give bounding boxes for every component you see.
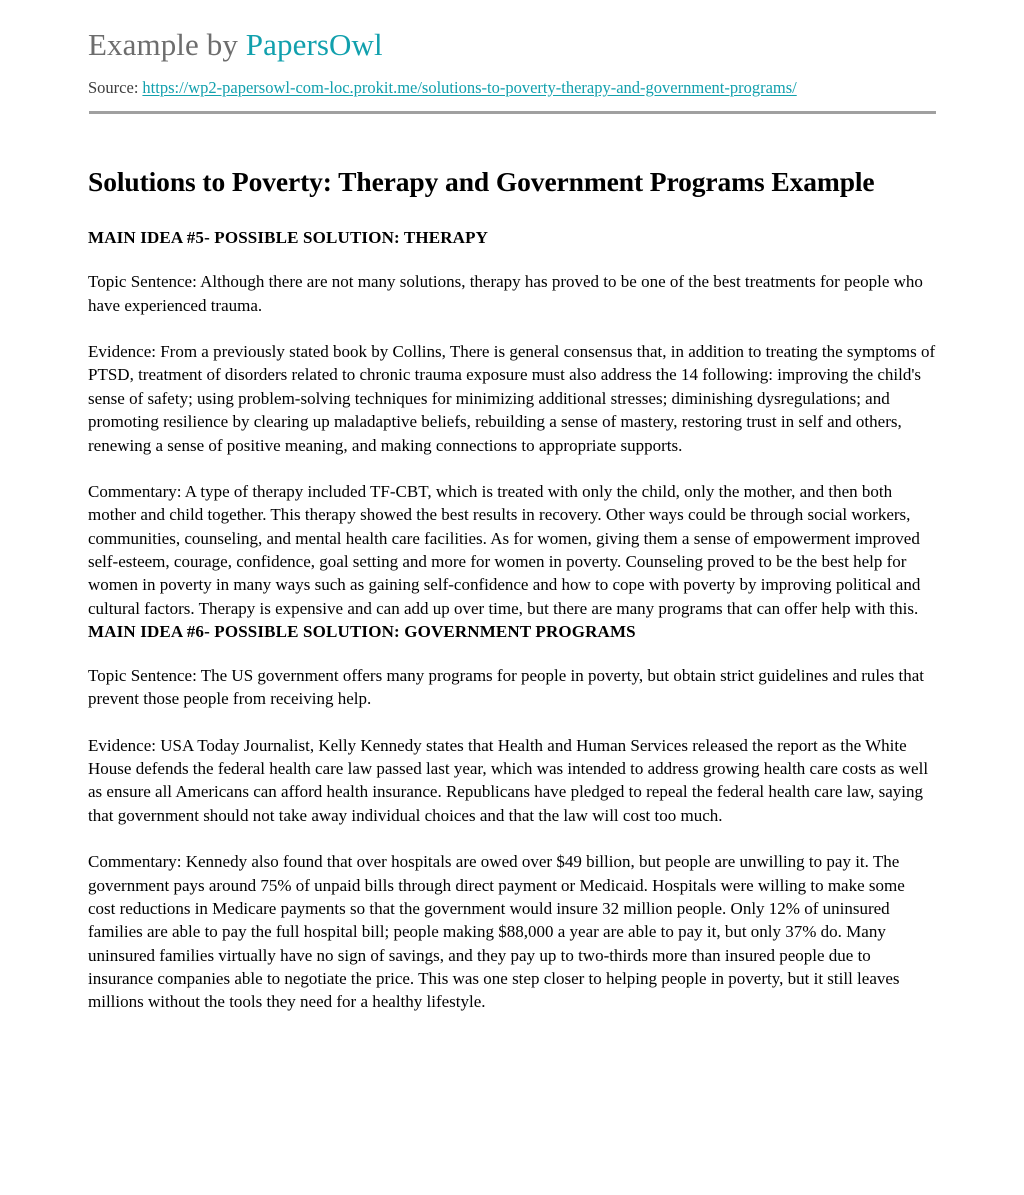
brand-prefix-text: Example by <box>88 27 246 62</box>
papersowl-brand-name: PapersOwl <box>245 27 383 62</box>
paragraph-evidence-5: Evidence: From a previously stated book by Collins, There is general consensus that, in addition to treating the symptoms of PTSD, treatment of disorders related to chronic trauma exposure must also address the 14 following: improving the child's sense of safety; using problem-solving techniques for minimizing additional stresses; diminishing dysregulations; and promoting resilience by clearing up maladaptive beliefs, rebuilding a sense of mastery, restoring trust in self and others, renewing a sense of positive meaning, and making connections to appropriate supports. <box>88 342 936 455</box>
source-label: Source: <box>88 77 139 97</box>
paragraph-topic-sentence-6: Topic Sentence: The US government offers many programs for people in poverty, but obtain strict guidelines and rules that prevent those people from receiving help. <box>88 665 925 709</box>
section-main-idea-5 <box>88 226 936 620</box>
paragraph-evidence-6: Evidence: USA Today Journalist, Kelly Kennedy states that Health and Human Services released the report as the White House defends the federal health care law passed last year, which was intended to address growing health care costs as well as ensure all Americans can afford health insurance. Republicans have pledged to repeal the federal health care law, saying that government should not take away individual choices and that the law will cost too much. <box>88 735 929 825</box>
section-heading-main-idea-6: MAIN IDEA #6- POSSIBLE SOLUTION: GOVERNMENT PROGRAMS <box>88 622 636 642</box>
source-url-link[interactable]: https://wp2-papersowl-com-loc.prokit.me/solutions-to-poverty-therapy-and-government-programs/ <box>142 77 797 97</box>
section-heading-main-idea-5: MAIN IDEA #5- POSSIBLE SOLUTION: THERAPY <box>88 228 489 248</box>
source-line <box>88 77 936 98</box>
paragraph-topic-sentence-5: Topic Sentence: Although there are not many solutions, therapy has proved to be one of the best treatments for people who have experienced trauma. <box>88 272 923 315</box>
section-main-idea-6 <box>88 620 936 1014</box>
page-title: Solutions to Poverty: Therapy and Government Programs Example <box>88 166 875 198</box>
article-body <box>88 122 936 1038</box>
paragraph-commentary-6: Commentary: Kennedy also found that over hospitals are owed over $49 billion, but people are unwilling to pay it. The government pays around 75% of unpaid bills through direct payment or Medicaid. Hospitals were willing to make some cost reductions in Medicare payments so that the government would insure 32 million people. Only 12% of uninsured families are able to pay the full hospital bill; people making $88,000 a year are able to pay it, but only 37% do. Many uninsured families virtually have no sign of savings, and they pay up to two-thirds more than insured people due to insurance companies able to negotiate the price. This was one step closer to helping people in poverty, but it still leaves millions without the tools they need for a healthy lifestyle. <box>88 852 905 1012</box>
document-header <box>88 0 936 114</box>
bottom-spacer <box>88 1014 936 1038</box>
brand-heading <box>88 26 936 65</box>
paragraph-commentary-5: Commentary: A type of therapy included TF-CBT, which is treated with only the child, only the mother, and then both mother and child together. This therapy showed the best results in recovery. Other ways could be through social workers, communities, counseling, and mental health care facilities. As for women, giving them a sense of empowerment improved self-esteem, courage, confidence, goal setting and more for women in poverty. Counseling proved to be the best help for women in poverty in many ways such as gaining self-confidence and how to cope with poverty by improving political and cultural factors. Therapy is expensive and can add up over time, but there are many programs that can offer help with this. <box>88 481 921 618</box>
header-divider <box>89 111 936 114</box>
